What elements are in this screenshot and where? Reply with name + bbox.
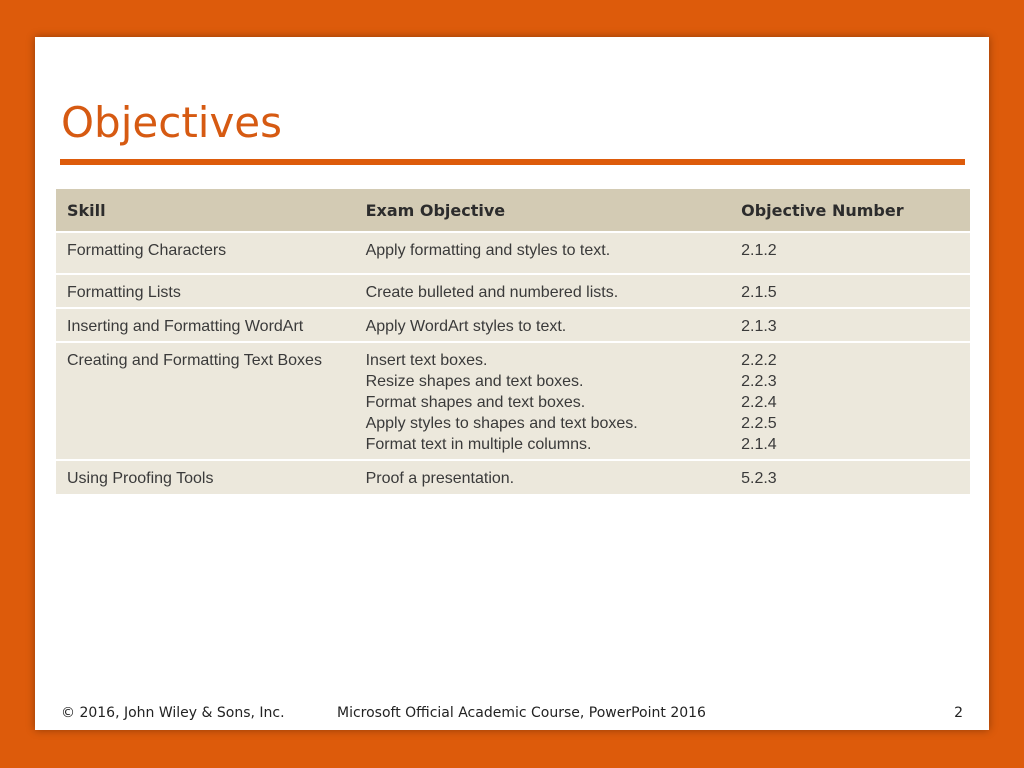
number-cell [730,342,970,460]
header-exam-objective: Exam Objective [355,189,731,232]
objective-number: 2.1.2 [741,242,777,259]
skill-cell: Inserting and Formatting WordArt [56,308,355,342]
table-header-row [56,189,970,232]
table-row [56,308,970,342]
slide-number: 2 [954,705,963,721]
objective-cell [355,342,731,460]
objective-number: 2.2.4 [741,394,777,411]
objective-line: Proof a presentation. [365,470,515,487]
objective-number: 2.2.3 [741,373,777,390]
objective-line: Resize shapes and text boxes. [365,373,584,390]
objective-number: 2.2.5 [741,415,777,432]
objective-line: Create bulleted and numbered lists. [365,284,619,301]
number-cell [730,232,970,274]
number-cell [730,274,970,308]
objective-cell [355,460,731,494]
slide [35,37,989,730]
objective-line: Apply formatting and styles to text. [365,242,611,259]
skill-cell: Formatting Lists [56,274,355,308]
title-divider [60,159,965,165]
slide-title: Objectives [61,98,283,147]
number-cell [730,460,970,494]
objectives-table [56,189,970,494]
footer-copyright: © 2016, John Wiley & Sons, Inc. [61,705,285,721]
objective-number: 2.2.2 [741,352,777,369]
skill-cell: Formatting Characters [56,232,355,274]
objective-line: Apply styles to shapes and text boxes. [365,415,638,432]
objective-line: Apply WordArt styles to text. [365,318,567,335]
number-cell [730,308,970,342]
objective-number: 2.1.3 [741,318,777,335]
header-objective-number: Objective Number [730,189,970,232]
objective-number: 5.2.3 [741,470,777,487]
table-row [56,342,970,460]
objective-line: Format text in multiple columns. [365,436,592,453]
header-skill: Skill [56,189,355,232]
table-row [56,460,970,494]
table-row [56,232,970,274]
objective-line: Insert text boxes. [365,352,488,369]
skill-cell: Using Proofing Tools [56,460,355,494]
skill-cell: Creating and Formatting Text Boxes [56,342,355,460]
table-row [56,274,970,308]
objective-number: 2.1.4 [741,436,777,453]
objective-number: 2.1.5 [741,284,777,301]
objective-line: Format shapes and text boxes. [365,394,586,411]
footer-course: Microsoft Official Academic Course, PowerPoint 2016 [337,705,706,721]
objective-cell [355,308,731,342]
objective-cell [355,274,731,308]
objective-cell [355,232,731,274]
